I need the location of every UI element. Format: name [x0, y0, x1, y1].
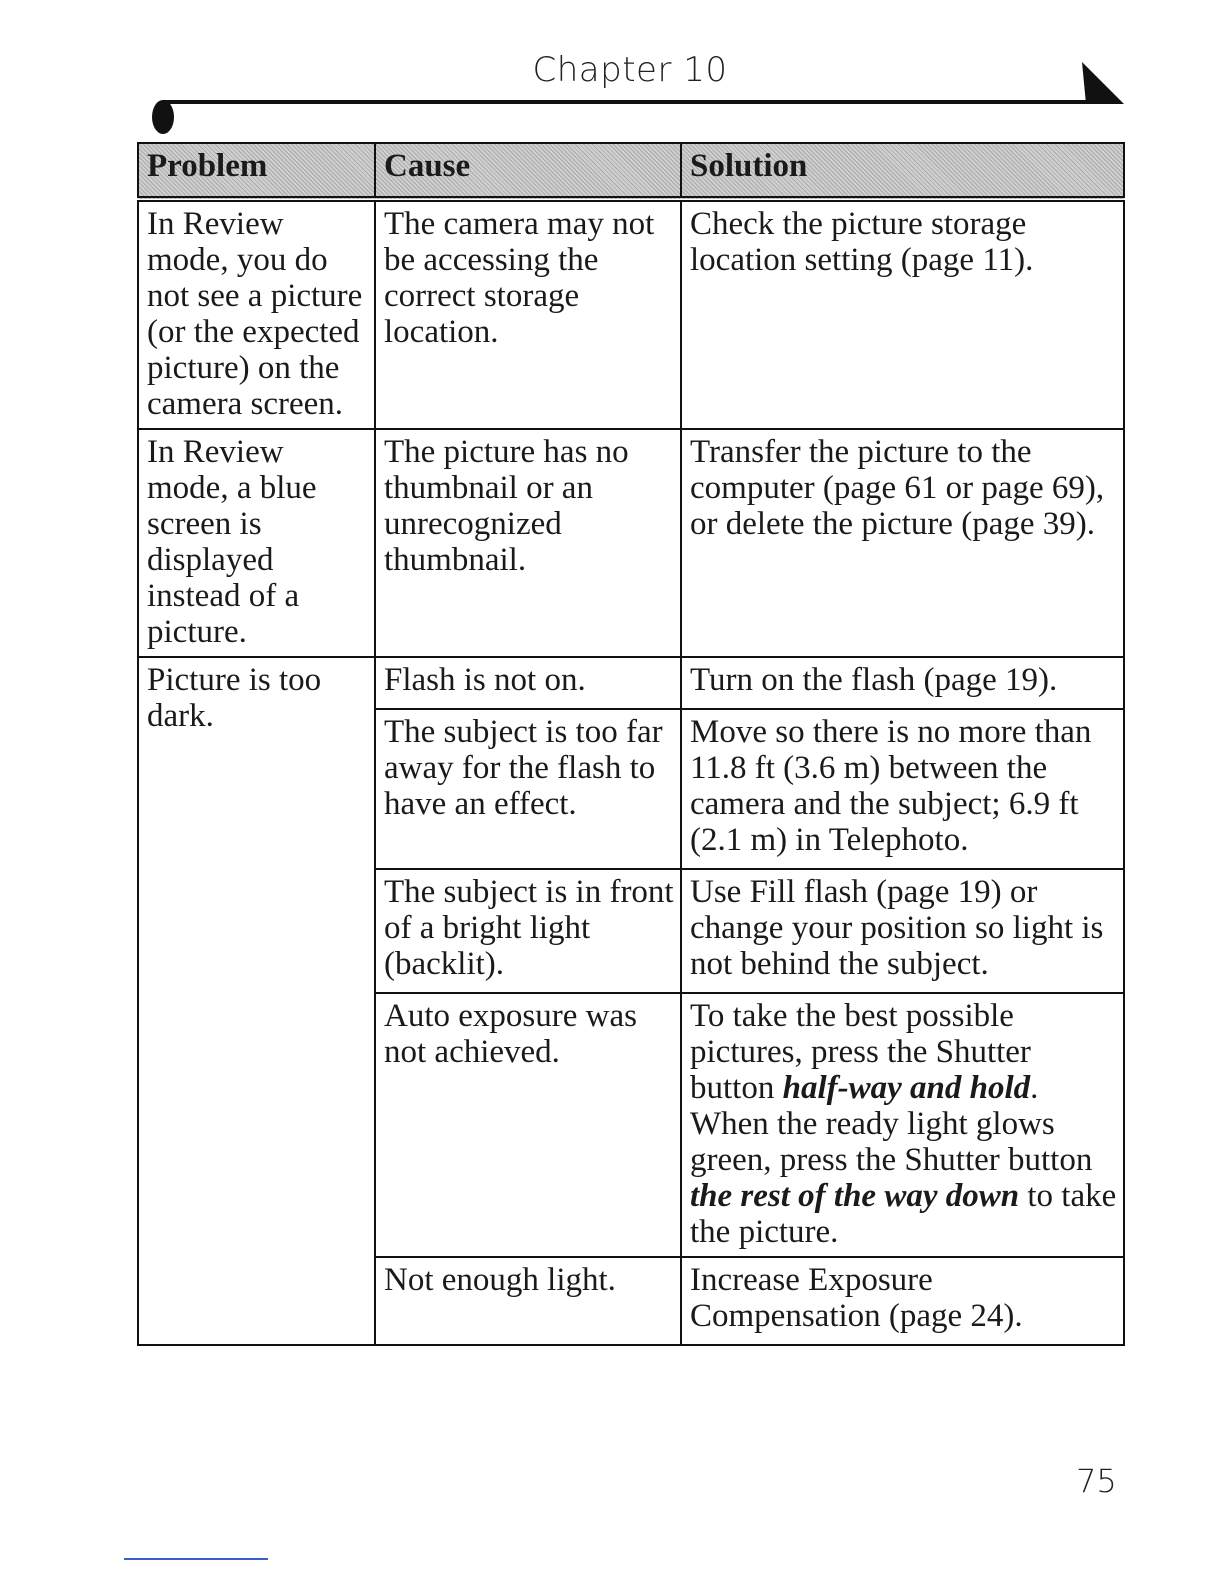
table-header-row [138, 143, 1124, 199]
solution-cell: Move so there is no more than 11.8 ft (3.6 m) between the camera and the subject; 6.9 ft (2.1 m) in Telephoto. [681, 709, 1124, 869]
cause-cell: The subject is too far away for the flash to have an effect. [375, 709, 681, 869]
solution-text: . When the ready light glows green, press the Shutter button [690, 1070, 1093, 1178]
problem-cell: Picture is too dark. [138, 657, 375, 1345]
header-problem: Problem [138, 143, 375, 199]
header-solution: Solution [681, 143, 1124, 199]
troubleshooting-table [137, 142, 1125, 1346]
solution-cell: Turn on the flash (page 19). [681, 657, 1124, 709]
cause-cell: The camera may not be accessing the correct storage location. [375, 199, 681, 429]
cause-cell: Auto exposure was not achieved. [375, 993, 681, 1257]
page-number: 75 [1076, 1462, 1117, 1500]
problem-cell: In Review mode, a blue screen is displayed instead of a picture. [138, 429, 375, 657]
chapter-title: Chapter 10 [532, 50, 728, 90]
solution-cell [681, 993, 1124, 1257]
table-row [138, 657, 1124, 709]
table-row [138, 429, 1124, 657]
problem-cell: In Review mode, you do not see a picture (or the expected picture) on the camera screen. [138, 199, 375, 429]
solution-cell: Use Fill flash (page 19) or change your position so light is not behind the subject. [681, 869, 1124, 993]
solution-text: to take the picture. [690, 1178, 1117, 1250]
solution-emphasis: half-way and hold [782, 1070, 1031, 1106]
solution-cell: Transfer the picture to the computer (page 61 or page 69), or delete the picture (page 39). [681, 429, 1124, 657]
cause-cell: The picture has no thumbnail or an unrecognized thumbnail. [375, 429, 681, 657]
solution-cell: Increase Exposure Compensation (page 24). [681, 1257, 1124, 1345]
chapter-rule [162, 100, 1092, 104]
table-row [138, 199, 1124, 429]
header-cause: Cause [375, 143, 681, 199]
cause-cell: Not enough light. [375, 1257, 681, 1345]
cause-cell: The subject is in front of a bright light (backlit). [375, 869, 681, 993]
solution-emphasis: the rest of the way down [690, 1178, 1020, 1214]
cause-cell: Flash is not on. [375, 657, 681, 709]
footer-divider [124, 1558, 268, 1560]
solution-cell: Check the picture storage location setting (page 11). [681, 199, 1124, 429]
solution-text: To take the best possible pictures, press the Shutter button [690, 998, 1031, 1106]
chapter-rule-dot [152, 100, 174, 134]
